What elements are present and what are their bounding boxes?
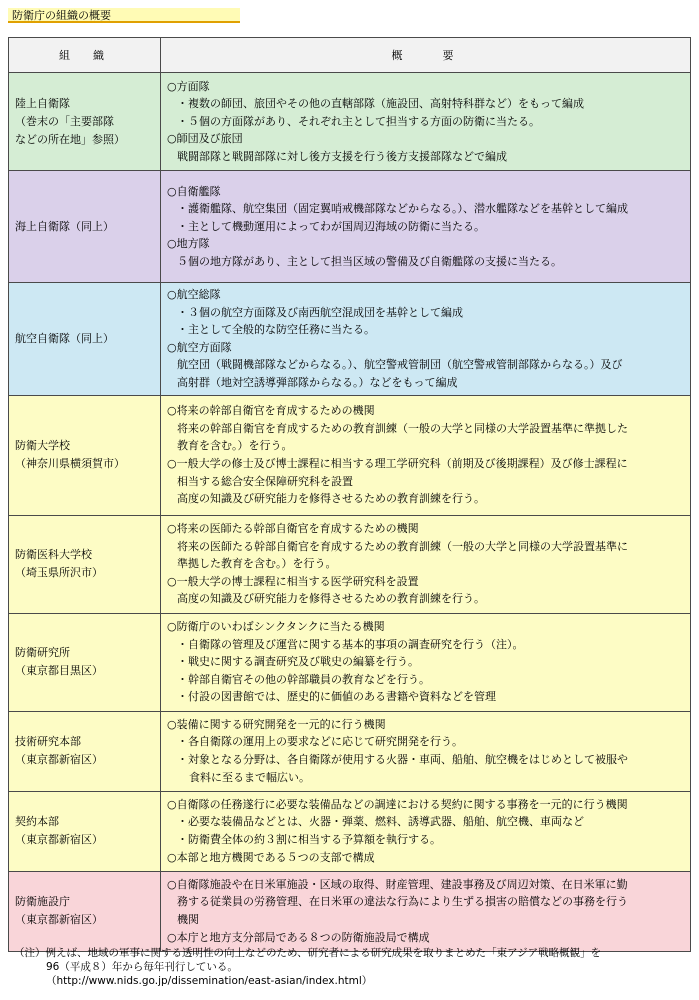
overview-heading: ○航空総隊 — [167, 288, 221, 301]
organization-overview — [161, 871, 691, 951]
overview-heading: ○本庁と地方支分部局である８つの防衛施設局で構成 — [167, 930, 430, 944]
overview-heading: ○自衛隊の任務遂行に必要な装備品などの調達における契約に関する事務を一元的に行う機関 — [167, 797, 628, 811]
organization-name-line: （東京都新宿区） — [15, 753, 103, 767]
organization-overview — [161, 171, 691, 283]
organization-name — [9, 515, 161, 613]
footnote-line: 96（平成８）年から毎年刊行している。 — [46, 961, 238, 973]
organization-name-line: （東京都新宿区） — [15, 833, 103, 847]
overview-heading: ○本部と地方機関である５つの支部で構成 — [167, 850, 375, 864]
overview-heading: ○自衛艦隊 — [167, 184, 221, 198]
header-overview: 概 要 — [161, 38, 691, 73]
organization-name-line: 海上自衛隊（同上） — [15, 219, 114, 233]
organization-name-line: （巻末の「主要部隊 — [15, 114, 114, 128]
overview-heading: ○防衛庁のいわばシンクタンクに当たる機関 — [167, 620, 385, 634]
overview-line: ・対象となる分野は、各自衛隊が使用する火器・車両、船舶、航空機をはじめとして被服や — [177, 753, 628, 767]
overview-line: ・主として全般的な防空任務に当たる。 — [177, 323, 375, 337]
overview-heading: ○師団及び旅団 — [167, 132, 243, 146]
organization-name — [9, 613, 161, 711]
organization-overview — [161, 395, 691, 515]
organization-overview — [161, 73, 691, 171]
overview-line: ・３個の航空方面隊及び南西航空混成団を基幹として編成 — [177, 305, 463, 319]
table-header-row — [9, 38, 691, 73]
overview-line: 将来の幹部自衛官を育成するための教育訓練（一般の大学と同様の大学設置基準に準拠した — [177, 421, 628, 435]
table-row — [9, 515, 691, 613]
organization-name — [9, 871, 161, 951]
overview-line: 高度の知識及び研究能力を修得させるための教育訓練を行う。 — [177, 492, 485, 506]
overview-heading: ○将来の医師たる幹部自衛官を育成するための機関 — [167, 522, 419, 536]
table-row — [9, 613, 691, 711]
overview-line: 機関 — [177, 913, 199, 927]
organization-name — [9, 73, 161, 171]
overview-line: ・戦史に関する調査研究及び戦史の編纂を行う。 — [177, 655, 419, 669]
overview-line: 相当する総合安全保障研究科を設置 — [177, 474, 353, 488]
overview-line: ・自衛隊の管理及び運営に関する基本的事項の調査研究を行う（注）。 — [177, 637, 524, 651]
page-title: 防衛庁の組織の概要 — [8, 8, 240, 23]
organization-name — [9, 791, 161, 871]
table-row — [9, 395, 691, 515]
overview-line: ・５個の方面隊があり、それぞれ主として担当する方面の防衛に当たる。 — [177, 114, 540, 128]
overview-heading: ○地方隊 — [167, 237, 210, 251]
organization-name-line: 航空自衛隊（同上） — [15, 331, 114, 345]
overview-heading: ○将来の幹部自衛官を育成するための機関 — [167, 404, 375, 418]
organization-name-line: 防衛施設庁 — [15, 895, 70, 909]
organization-table — [8, 37, 691, 952]
footnote-line: （注）例えば、地域の軍事に関する透明性の向上などのため、研究者による研究成果を取りまとめた「東アジア戦略概観」を — [14, 947, 602, 959]
organization-name — [9, 711, 161, 791]
table-row — [9, 791, 691, 871]
table-row — [9, 73, 691, 171]
overview-line: 準拠した教育を含む。）を行う。 — [177, 557, 337, 571]
overview-line: 務する従業員の労務管理、在日米軍の違法な行為により生ずる損害の賠償などの事務を行う — [177, 895, 628, 909]
overview-line: ・各自衛隊の運用上の要求などに応じて研究開発を行う。 — [177, 735, 463, 749]
overview-line: 戦闘部隊と戦闘部隊に対し後方支援を行う後方支援部隊などで編成 — [177, 149, 507, 163]
organization-name-line: 契約本部 — [15, 815, 59, 829]
footnote — [14, 946, 690, 988]
organization-name-line: 陸上自衛隊 — [15, 96, 70, 110]
overview-heading: ○自衛隊施設や在日米軍施設・区域の取得、財産管理、建設事務及び周辺対策、在日米軍に勤 — [167, 877, 628, 891]
overview-line: ・主として機動運用によってわが国周辺海域の防衛に当たる。 — [177, 219, 485, 233]
overview-heading: ○装備に関する研究開発を一元的に行う機関 — [167, 717, 386, 731]
organization-overview — [161, 791, 691, 871]
overview-line: ・護衛艦隊、航空集団（固定翼哨戒機部隊などからなる。）、潜水艦隊などを基幹として編成 — [177, 202, 628, 216]
organization-name-line: などの所在地」参照） — [15, 132, 125, 146]
overview-line: 食料に至るまで幅広い。 — [189, 770, 310, 784]
table-row — [9, 283, 691, 396]
header-organization: 組 織 — [9, 38, 161, 73]
organization-name-line: （東京都目黒区） — [15, 664, 103, 678]
organization-overview — [161, 515, 691, 613]
organization-overview — [161, 711, 691, 791]
overview-heading: ○航空方面隊 — [167, 340, 232, 354]
overview-heading: ○方面隊 — [167, 79, 210, 93]
overview-heading: ○一般大学の博士課程に相当する医学研究科を設置 — [167, 574, 419, 588]
table-row — [9, 171, 691, 283]
table-row — [9, 871, 691, 951]
organization-name-line: （東京都新宿区） — [15, 913, 103, 927]
overview-line: 教育を含む。）を行う。 — [177, 439, 293, 453]
organization-name-line: 防衛大学校 — [15, 439, 70, 453]
organization-name-line: （神奈川県横須賀市） — [15, 457, 125, 471]
overview-line: 航空団（戦闘機部隊などからなる。）、航空警戒管制団（航空警戒管制部隊からなる。）及び — [177, 358, 623, 372]
organization-overview — [161, 283, 691, 396]
table-row — [9, 711, 691, 791]
organization-name-line: 防衛医科大学校 — [15, 548, 92, 562]
overview-line: 高射群（地対空誘導弾部隊からなる。）などをもって編成 — [177, 375, 458, 389]
organization-name-line: 防衛研究所 — [15, 646, 70, 660]
organization-name — [9, 283, 161, 396]
overview-line: 高度の知識及び研究能力を修得させるための教育訓練を行う。 — [177, 592, 485, 606]
organization-name — [9, 171, 161, 283]
overview-line: ・必要な装備品などとは、火器・弾薬、燃料、誘導武器、船舶、航空機、車両など — [177, 815, 584, 829]
overview-line: ・防衛費全体の約３割に相当する予算額を執行する。 — [177, 833, 441, 847]
footnote-url: （http://www.nids.go.jp/dissemination/east-asian/index.html） — [46, 975, 373, 987]
overview-heading: ○一般大学の修士及び博士課程に相当する理工学研究科（前期及び後期課程）及び修士課程に — [167, 457, 628, 471]
overview-line: ・複数の師団、旅団やその他の直轄部隊（施設団、高射特科群など）をもって編成 — [177, 97, 584, 111]
overview-line: ・付設の図書館では、歴史的に価値のある書籍や資料などを管理 — [177, 690, 496, 704]
organization-overview — [161, 613, 691, 711]
organization-name-line: （埼玉県所沢市） — [15, 566, 103, 580]
overview-line: ・幹部自衛官その他の幹部職員の教育などを行う。 — [177, 672, 430, 686]
table-body — [9, 73, 691, 952]
organization-name-line: 技術研究本部 — [15, 735, 81, 749]
overview-line: ５個の地方隊があり、主として担当区域の警備及び自衛艦隊の支援に当たる。 — [177, 254, 562, 268]
overview-line: 将来の医師たる幹部自衛官を育成するための教育訓練（一般の大学と同様の大学設置基準に — [177, 539, 628, 553]
organization-name — [9, 395, 161, 515]
